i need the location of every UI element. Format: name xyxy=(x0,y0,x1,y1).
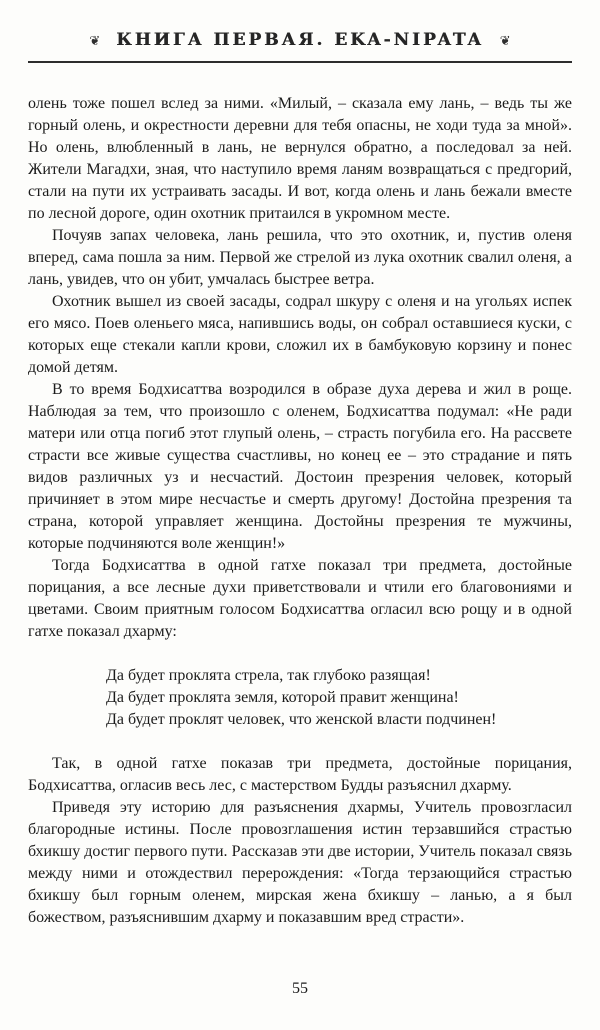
verse-line: Да будет проклята стрела, так глубоко разящая! xyxy=(106,667,431,684)
paragraph: олень тоже пошел вслед за ними. «Милый, – сказала ему лань, – ведь ты же горный олень, и окрестности деревни для тебя опасны, не ходи туда за мной». Но олень, влюбленный в лань, не вернулся обратно, а последовал за ней. Жители Магадхи, зная, что наступило время ланям возвращаться с предгорий, стали на пути их устраивать засады. И вот, когда олень и лань бежали вместе по лесной дороге, один охотник притаился в укромном месте. xyxy=(28,95,572,222)
page-title: КНИГА ПЕРВАЯ. EKA-NIPATA xyxy=(116,30,484,50)
page-footer xyxy=(0,980,600,998)
paragraph: Тогда Бодхисаттва в одной гатхе показал три предмета, достойные порицания, а все лесные духи приветствовали и чтили его благовониями и цветами. Своим приятным голосом Бодхисаттва огласил всю рощу и в одной гатхе показал дхарму: xyxy=(28,557,572,640)
page-number: 55 xyxy=(292,980,308,997)
header-ornament-left-icon: ❦ xyxy=(89,32,101,48)
header-title-row xyxy=(0,30,600,50)
paragraph: Так, в одной гатхе показав три предмета, достойные порицания, Бодхисаттва, огласив весь лес, с мастерством Будды разъяснил дхарму. xyxy=(28,755,572,794)
body-text xyxy=(28,93,572,929)
header-ornament-right-icon: ❦ xyxy=(499,32,511,48)
verse-block xyxy=(106,665,572,731)
paragraph: Охотник вышел из своей засады, содрал шкуру с оленя и на угольях испек его мясо. Поев оленьего мяса, напившись воды, он собрал оставшиеся куски, с которых еще стекали капли крови, сложил их в бамбуковую корзину и понес домой детям. xyxy=(28,293,572,376)
paragraph: Почуяв запах человека, лань решила, что это охотник, и, пустив оленя вперед, сама пошла за ним. Первой же стрелой из лука охотник свалил оленя, а лань, увидев, что он убит, умчалась быстрее ветра. xyxy=(28,227,572,288)
verse-line: Да будет проклята земля, которой правит женщина! xyxy=(106,689,459,706)
paragraph: Приведя эту историю для разъяснения дхармы, Учитель провозгласил благородные истины. После провозглашения истин терзавшийся страстью бхикшу достиг первого пути. Рассказав эти две истории, Учитель показал связь между ними и отождествил перерождения: «Тогда терзающийся страстью бхикшу был горным оленем, мирская жена бхикшу – ланью, а я был божеством, разъяснившим дхарму и показавшим вред страсти». xyxy=(28,799,572,926)
page-header xyxy=(0,0,600,63)
paragraph: В то время Бодхисаттва возродился в образе духа дерева и жил в роще. Наблюдая за тем, что произошло с оленем, Бодхисаттва подумал: «Не ради матери или отца погиб этот глупый олень, – страсть погубила его. На рассвете страсти все живые существа счастливы, но конец ее – это страдание и пять видов различных уз и несчастий. Достоин презрения человек, который причиняет в этом мире несчастье и смерть другому! Достойна презрения та страна, которой управляет женщина. Достойны презрения те мужчины, которые подчиняются воле женщин!» xyxy=(28,381,572,552)
verse-line: Да будет проклят человек, что женской власти подчинен! xyxy=(106,711,497,728)
header-rule xyxy=(28,61,572,63)
